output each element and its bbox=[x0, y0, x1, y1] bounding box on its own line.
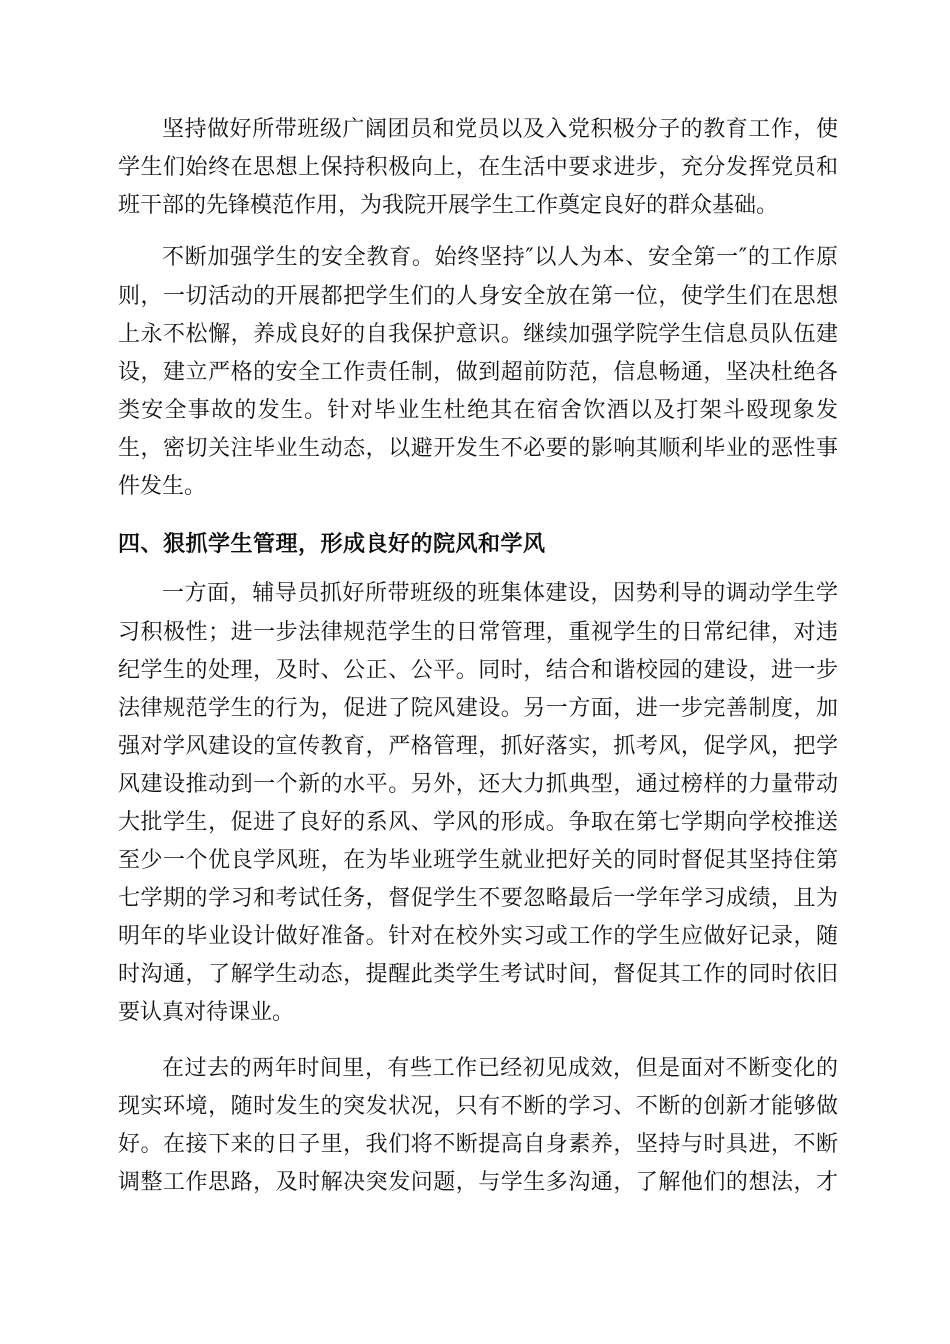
paragraph-4-line-3: 好。在接下来的日子里，我们将不断提高自身素养，坚持与时具进，不断 bbox=[118, 1132, 838, 1157]
paragraph-4-line-1: 在过去的两年时间里，有些工作已经初见成效，但是面对不断变化的 bbox=[162, 1056, 838, 1081]
paragraph-3-line-12: 要认真对待课业。 bbox=[118, 1000, 295, 1025]
paragraph-2-line-1: 不断加强学生的安全教育。始终坚持″以人为本、安全第一″的工作原 bbox=[162, 245, 838, 270]
paragraph-3-line-11: 时沟通，了解学生动态，提醒此类学生考试时间，督促其工作的同时依旧 bbox=[118, 962, 838, 987]
paragraph-1-line-3: 班干部的先锋模范作用，为我院开展学生工作奠定良好的群众基础。 bbox=[118, 193, 779, 218]
paragraph-3-line-1: 一方面，辅导员抓好所带班级的班集体建设，因势利导的调动学生学 bbox=[162, 581, 838, 606]
paragraph-3-line-6: 风建设推动到一个新的水平。另外，还大力抓典型，通过榜样的力量带动 bbox=[118, 772, 838, 797]
paragraph-3-line-2: 习积极性；进一步法律规范学生的日常管理，重视学生的日常纪律，对违 bbox=[118, 620, 838, 645]
paragraph-3-line-4: 法律规范学生的行为，促进了院风建设。另一方面，进一步完善制度，加 bbox=[118, 696, 838, 721]
paragraph-3-line-10: 明年的毕业设计做好准备。针对在校外实习或工作的学生应做好记录，随 bbox=[118, 924, 838, 949]
paragraph-2-line-4: 设，建立严格的安全工作责任制，做到超前防范，信息畅通，坚决杜绝各 bbox=[118, 360, 838, 385]
paragraph-1-line-1: 坚持做好所带班级广阔团员和党员以及入党积极分子的教育工作，使 bbox=[162, 117, 838, 142]
paragraph-2-line-2: 则，一切活动的开展都把学生们的人身安全放在第一位，使学生们在思想 bbox=[118, 284, 838, 309]
paragraph-4-line-2: 现实环境，随时发生的突发状况，只有不断的学习、不断的创新才能够做 bbox=[118, 1094, 838, 1119]
paragraph-2-line-5: 类安全事故的发生。针对毕业生杜绝其在宿舍饮酒以及打架斗殴现象发 bbox=[118, 398, 838, 423]
paragraph-1-line-2: 学生们始终在思想上保持积极向上，在生活中要求进步，充分发挥党员和 bbox=[118, 155, 838, 180]
paragraph-3-line-5: 强对学风建设的宣传教育，严格管理，抓好落实，抓考风，促学风，把学 bbox=[118, 734, 838, 759]
paragraph-3-line-8: 至少一个优良学风班，在为毕业班学生就业把好关的同时督促其坚持住第 bbox=[118, 848, 838, 873]
paragraph-2-line-7: 件发生。 bbox=[118, 474, 207, 499]
paragraph-3-line-9: 七学期的学习和考试任务，督促学生不要忽略最后一学年学习成绩，且为 bbox=[118, 886, 838, 911]
section-heading: 四、狠抓学生管理，形成良好的院风和学风 bbox=[118, 532, 546, 557]
paragraph-2-line-6: 生，密切关注毕业生动态，以避开发生不必要的影响其顺利毕业的恶性事 bbox=[118, 436, 838, 461]
paragraph-3-line-3: 纪学生的处理，及时、公正、公平。同时，结合和谐校园的建设，进一步 bbox=[118, 658, 838, 683]
paragraph-3-line-7: 大批学生，促进了良好的系风、学风的形成。争取在第七学期向学校推送 bbox=[118, 810, 838, 835]
paragraph-4-line-4: 调整工作思路，及时解决突发问题，与学生多沟通，了解他们的想法，才 bbox=[118, 1170, 838, 1195]
paragraph-2-line-3: 上永不松懈，养成良好的自我保护意识。继续加强学院学生信息员队伍建 bbox=[118, 322, 838, 347]
